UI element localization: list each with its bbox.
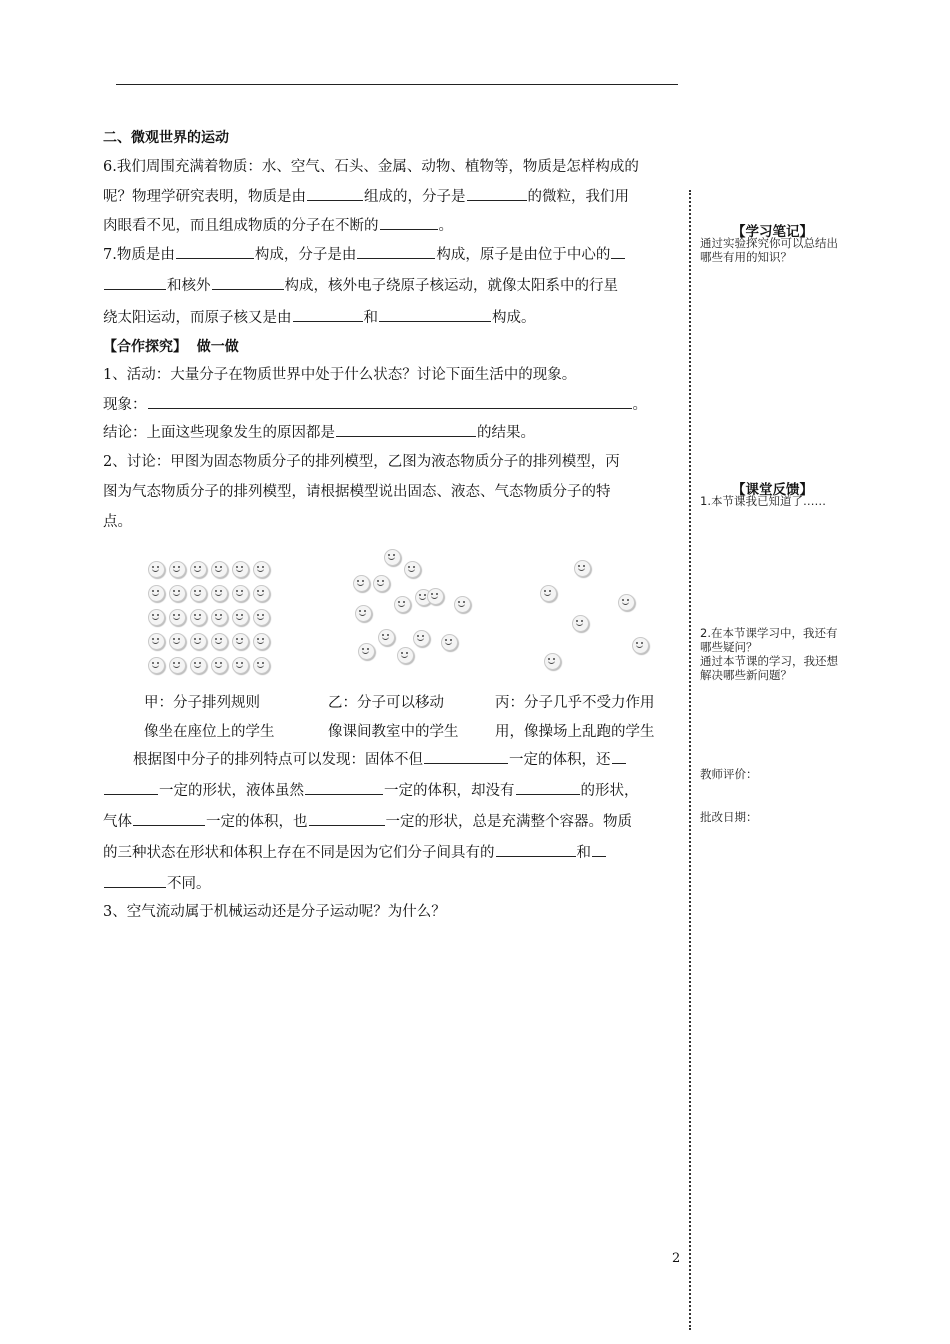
blank[interactable]: [309, 811, 385, 826]
molecule-icon: [211, 633, 228, 650]
blank[interactable]: [104, 780, 158, 795]
molecule-icon: [211, 609, 228, 626]
blank[interactable]: [496, 842, 576, 857]
molecule-icon: [373, 575, 390, 592]
findings-line1: 根据图中分子的排列特点可以发现：固体不但 一定的体积，还: [133, 749, 693, 770]
q7-line3: 绕太阳运动，而原子核又是由 和 构成。: [103, 307, 683, 328]
blank[interactable]: [133, 811, 205, 826]
blank[interactable]: [104, 873, 166, 888]
molecule-icon: [211, 561, 228, 578]
solid-molecule-model: [140, 558, 280, 678]
molecule-icon: [190, 561, 207, 578]
molecule-icon: [394, 596, 411, 613]
coop-heading: 【合作探究】 做一做: [103, 339, 239, 355]
molecule-icon: [211, 585, 228, 602]
blank[interactable]: [293, 307, 363, 322]
molecule-icon: [253, 609, 270, 626]
act2-line2: 图为气态物质分子的排列模型，请根据模型说出固态、液态、气态物质分子的特: [103, 484, 611, 500]
findings-line2: 一定的形状，液体虽然 一定的体积，却没有 的形状，: [103, 780, 683, 801]
molecule-icon: [378, 629, 395, 646]
molecule-icon: [413, 630, 430, 647]
molecule-icon: [397, 647, 414, 664]
molecule-icon: [148, 657, 165, 674]
molecule-icon: [358, 643, 375, 660]
blank[interactable]: [104, 275, 166, 290]
blank[interactable]: [307, 186, 363, 201]
molecule-icon: [232, 633, 249, 650]
blank[interactable]: [612, 749, 626, 764]
q7-line2: 和核外 构成，核外电子绕原子核运动，就像太阳系中的行星: [103, 275, 683, 296]
blank[interactable]: [592, 842, 606, 857]
molecule-icon: [148, 609, 165, 626]
blank[interactable]: [516, 780, 580, 795]
molecule-icon: [632, 637, 649, 654]
molecule-icon: [148, 561, 165, 578]
molecule-icon: [355, 605, 372, 622]
blank[interactable]: [305, 780, 383, 795]
phenomenon-blank[interactable]: [148, 394, 632, 409]
molecule-icon: [253, 657, 270, 674]
molecule-icon: [427, 588, 444, 605]
blank[interactable]: [467, 186, 527, 201]
blank[interactable]: [611, 244, 625, 259]
molecule-icon: [169, 609, 186, 626]
molecule-icon: [574, 560, 591, 577]
findings-line3: 气体 一定的体积，也 一定的形状，总是充满整个容器。物质: [103, 811, 683, 832]
act2-line1: 2、讨论：甲图为固态物质分子的排列模型，乙图为液态物质分子的排列模型，丙: [103, 454, 620, 470]
molecule-icon: [540, 585, 557, 602]
q6-line1: 6.我们周围充满着物质：水、空气、石头、金属、动物、植物等，物质是怎样构成的: [103, 159, 639, 175]
blank[interactable]: [424, 749, 508, 764]
molecule-icon: [190, 657, 207, 674]
q6-line3: 肉眼看不见，而且组成物质的分子在不断的 。: [103, 215, 683, 236]
molecule-icon: [544, 653, 561, 670]
blank[interactable]: [176, 244, 254, 259]
caption-liquid-2: 像课间教室中的学生: [328, 724, 459, 740]
caption-liquid-1: 乙：分子可以移动: [328, 695, 444, 711]
blank[interactable]: [336, 422, 476, 437]
caption-solid-2: 像坐在座位上的学生: [144, 724, 275, 740]
feedback-item-3: 通过本节课的学习，我还想解决哪些新问题？: [700, 654, 838, 682]
act1-phenomenon: 现象： 。: [103, 394, 683, 415]
act1-conclusion: 结论：上面这些现象发生的原因都是 的结果。: [103, 422, 683, 443]
q6-line2: 呢？物理学研究表明，物质是由 组成的，分子是 的微粒，我们用: [103, 186, 683, 207]
grading-date-label: 批改日期：: [700, 810, 758, 824]
molecule-icon: [253, 585, 270, 602]
molecule-icon: [232, 609, 249, 626]
liquid-molecule-model: [345, 545, 480, 670]
teacher-eval-label: 教师评价：: [700, 767, 758, 781]
caption-gas-2: 用，像操场上乱跑的学生: [495, 724, 655, 740]
molecule-icon: [169, 633, 186, 650]
molecule-icon: [169, 561, 186, 578]
molecule-icon: [404, 561, 421, 578]
caption-solid-1: 甲：分子排列规则: [144, 695, 260, 711]
q7-line1: 7.物质是由 构成，分子是由 构成，原子是由位于中心的: [103, 244, 683, 265]
molecule-icon: [384, 549, 401, 566]
q3-question: 3、空气流动属于机械运动还是分子运动呢？为什么？: [103, 904, 446, 920]
molecule-icon: [148, 585, 165, 602]
molecule-icon: [169, 657, 186, 674]
molecule-icon: [353, 575, 370, 592]
molecule-icon: [441, 634, 458, 651]
feedback-item-2: 2.在本节课学习中，我还有哪些疑问？: [700, 626, 838, 654]
molecule-icon: [190, 609, 207, 626]
section-title: 二、微观世界的运动: [103, 130, 229, 146]
page-number: 2: [672, 1251, 681, 1266]
molecule-icon: [232, 561, 249, 578]
molecule-icon: [232, 585, 249, 602]
blank[interactable]: [212, 275, 284, 290]
act1-title: 1、活动：大量分子在物质世界中处于什么状态？讨论下面生活中的现象。: [103, 367, 577, 383]
caption-gas-1: 丙：分子几乎不受力作用: [495, 695, 655, 711]
feedback-title: 【课堂反馈】: [732, 482, 813, 498]
molecule-icon: [232, 657, 249, 674]
blank[interactable]: [357, 244, 435, 259]
notes-title: 【学习笔记】: [732, 224, 813, 240]
gas-molecule-model: [530, 555, 655, 670]
molecule-icon: [169, 585, 186, 602]
molecule-icon: [253, 633, 270, 650]
molecule-icon: [211, 657, 228, 674]
act2-line3: 点。: [103, 514, 132, 530]
molecule-icon: [190, 633, 207, 650]
feedback-item-1: 1.本节课我已知道了……: [700, 494, 826, 508]
molecule-icon: [253, 561, 270, 578]
blank[interactable]: [380, 215, 438, 230]
molecule-icon: [454, 596, 471, 613]
molecule-icon: [190, 585, 207, 602]
blank[interactable]: [379, 307, 491, 322]
molecule-icon: [618, 594, 635, 611]
findings-line4: 的三种状态在形状和体积上存在不同是因为它们分子间具有的 和: [103, 842, 683, 863]
header-rule: [116, 84, 678, 85]
notes-text: 通过实验探究你可以总结出哪些有用的知识？: [700, 236, 838, 264]
molecule-icon: [148, 633, 165, 650]
findings-line5: 不同。: [103, 873, 683, 894]
molecule-icon: [572, 615, 589, 632]
